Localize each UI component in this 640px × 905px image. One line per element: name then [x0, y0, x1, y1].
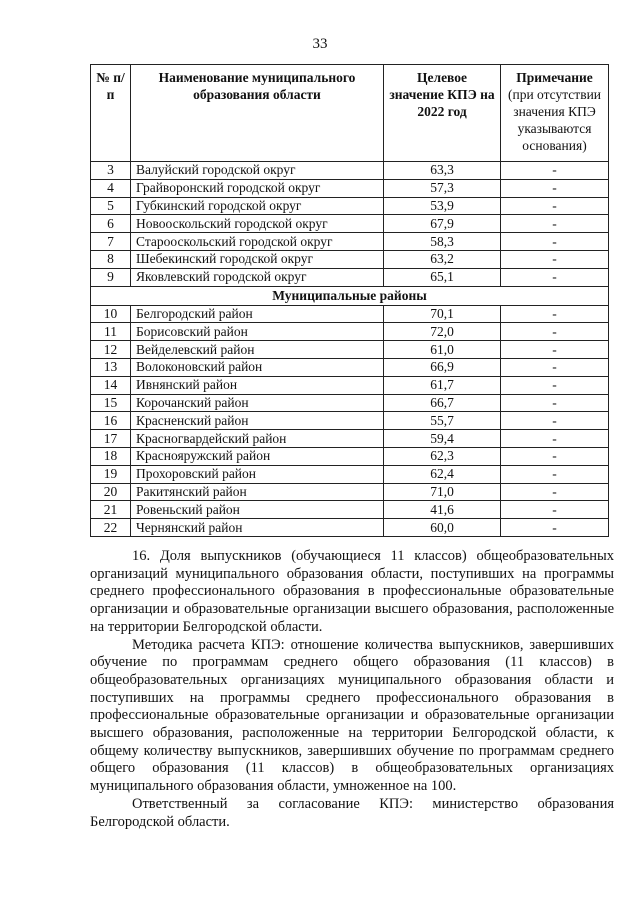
row-note: - — [501, 250, 609, 268]
section-title: Муниципальные районы — [91, 286, 609, 305]
header-note-sub: (при отсутствии значения КПЭ указываются основания) — [507, 87, 602, 153]
table-row — [91, 250, 609, 268]
table-row — [91, 376, 609, 394]
table-row — [91, 501, 609, 519]
row-note: - — [501, 376, 609, 394]
table-row — [91, 179, 609, 197]
row-note: - — [501, 358, 609, 376]
paragraph-methodology: Методика расчета КПЭ: отношение количества выпускников, завершивших обучение по программам среднего общего образования (11 классов) в общеобразовательных организациях муниципального образования области и поступивших на программы среднего профессионального образования в профессиональные образовательные организации и образовательные организации высшего образования, расположенные на территории Белгородской области, к общему количеству выпускников, завершивших обучение по программам среднего общего образования (11 классов) в общеобразовательных организациях муниципального образования области, умноженное на 100. — [90, 636, 614, 795]
row-number: 13 — [91, 358, 131, 376]
row-number: 17 — [91, 430, 131, 448]
table-row — [91, 430, 609, 448]
paragraph-indicator: 16. Доля выпускников (обучающиеся 11 классов) общеобразовательных организаций муниципального образования области, поступивших на программы среднего профессионального образования в профессиональные образовательные организации и образовательные организации высшего образования, расположенные на территории Белгородской области. — [90, 548, 614, 635]
row-name: Белгородский район — [131, 305, 384, 323]
table-body-regions — [91, 305, 609, 536]
row-name: Красногвардейский район — [131, 430, 384, 448]
row-value: 58,3 — [384, 233, 501, 251]
row-name: Красненский район — [131, 412, 384, 430]
table-row — [91, 215, 609, 233]
row-value: 53,9 — [384, 197, 501, 215]
row-name: Борисовский район — [131, 323, 384, 341]
row-name: Яковлевский городской округ — [131, 268, 384, 286]
row-note: - — [501, 215, 609, 233]
paragraph-responsible: Ответственный за согласование КПЭ: министерство образования Белгородской области. — [90, 795, 614, 830]
row-number: 21 — [91, 501, 131, 519]
row-value: 66,9 — [384, 358, 501, 376]
row-name: Вейделевский район — [131, 341, 384, 359]
row-note: - — [501, 501, 609, 519]
table-row — [91, 483, 609, 501]
row-note: - — [501, 412, 609, 430]
row-number: 12 — [91, 341, 131, 359]
row-note: - — [501, 519, 609, 537]
table-row — [91, 341, 609, 359]
kpe-table — [90, 64, 609, 537]
header-name: Наименование муниципального образования области — [131, 65, 384, 162]
row-value: 72,0 — [384, 323, 501, 341]
row-value: 61,7 — [384, 376, 501, 394]
row-number: 19 — [91, 465, 131, 483]
row-name: Валуйский городской округ — [131, 162, 384, 180]
row-name: Новооскольский городской округ — [131, 215, 384, 233]
row-number: 9 — [91, 268, 131, 286]
row-note: - — [501, 430, 609, 448]
row-name: Ивнянский район — [131, 376, 384, 394]
row-value: 65,1 — [384, 268, 501, 286]
row-note: - — [501, 447, 609, 465]
row-note: - — [501, 197, 609, 215]
row-name: Ровеньский район — [131, 501, 384, 519]
table-row — [91, 268, 609, 286]
row-note: - — [501, 233, 609, 251]
text-block — [90, 548, 614, 831]
row-number: 18 — [91, 447, 131, 465]
table-row — [91, 358, 609, 376]
row-name: Старооскольский городской округ — [131, 233, 384, 251]
row-name: Шебекинский городской округ — [131, 250, 384, 268]
row-value: 62,4 — [384, 465, 501, 483]
row-value: 62,3 — [384, 447, 501, 465]
row-name: Краснояружский район — [131, 447, 384, 465]
row-value: 66,7 — [384, 394, 501, 412]
row-number: 22 — [91, 519, 131, 537]
row-value: 70,1 — [384, 305, 501, 323]
table-row — [91, 305, 609, 323]
row-number: 5 — [91, 197, 131, 215]
section-row — [91, 286, 609, 305]
row-note: - — [501, 465, 609, 483]
row-value: 71,0 — [384, 483, 501, 501]
row-number: 8 — [91, 250, 131, 268]
table-row — [91, 233, 609, 251]
row-number: 6 — [91, 215, 131, 233]
row-name: Волоконовский район — [131, 358, 384, 376]
row-note: - — [501, 341, 609, 359]
row-note: - — [501, 305, 609, 323]
row-value: 67,9 — [384, 215, 501, 233]
table-row — [91, 465, 609, 483]
table-body-districts — [91, 162, 609, 287]
row-value: 63,2 — [384, 250, 501, 268]
row-note: - — [501, 394, 609, 412]
row-number: 14 — [91, 376, 131, 394]
table-section — [91, 286, 609, 305]
row-value: 63,3 — [384, 162, 501, 180]
header-note-title: Примечание — [516, 70, 593, 85]
header-value: Целевое значение КПЭ на 2022 год — [384, 65, 501, 162]
row-note: - — [501, 323, 609, 341]
page-number: 33 — [312, 36, 328, 52]
row-number: 10 — [91, 305, 131, 323]
row-number: 15 — [91, 394, 131, 412]
row-note: - — [501, 268, 609, 286]
row-note: - — [501, 162, 609, 180]
table-row — [91, 323, 609, 341]
row-value: 57,3 — [384, 179, 501, 197]
row-name: Губкинский городской округ — [131, 197, 384, 215]
row-number: 11 — [91, 323, 131, 341]
row-number: 3 — [91, 162, 131, 180]
row-value: 60,0 — [384, 519, 501, 537]
row-value: 41,6 — [384, 501, 501, 519]
header-num: № п/п — [91, 65, 131, 162]
row-number: 20 — [91, 483, 131, 501]
row-number: 7 — [91, 233, 131, 251]
row-name: Корочанский район — [131, 394, 384, 412]
table-header-row — [91, 65, 609, 162]
header-note — [501, 65, 609, 162]
row-name: Прохоровский район — [131, 465, 384, 483]
row-note: - — [501, 179, 609, 197]
row-name: Грайворонский городской округ — [131, 179, 384, 197]
row-name: Чернянский район — [131, 519, 384, 537]
row-number: 16 — [91, 412, 131, 430]
table-row — [91, 447, 609, 465]
row-value: 61,0 — [384, 341, 501, 359]
row-value: 59,4 — [384, 430, 501, 448]
table-row — [91, 519, 609, 537]
table-row — [91, 394, 609, 412]
row-value: 55,7 — [384, 412, 501, 430]
row-note: - — [501, 483, 609, 501]
row-number: 4 — [91, 179, 131, 197]
table-row — [91, 162, 609, 180]
table-row — [91, 197, 609, 215]
row-name: Ракитянский район — [131, 483, 384, 501]
table-row — [91, 412, 609, 430]
